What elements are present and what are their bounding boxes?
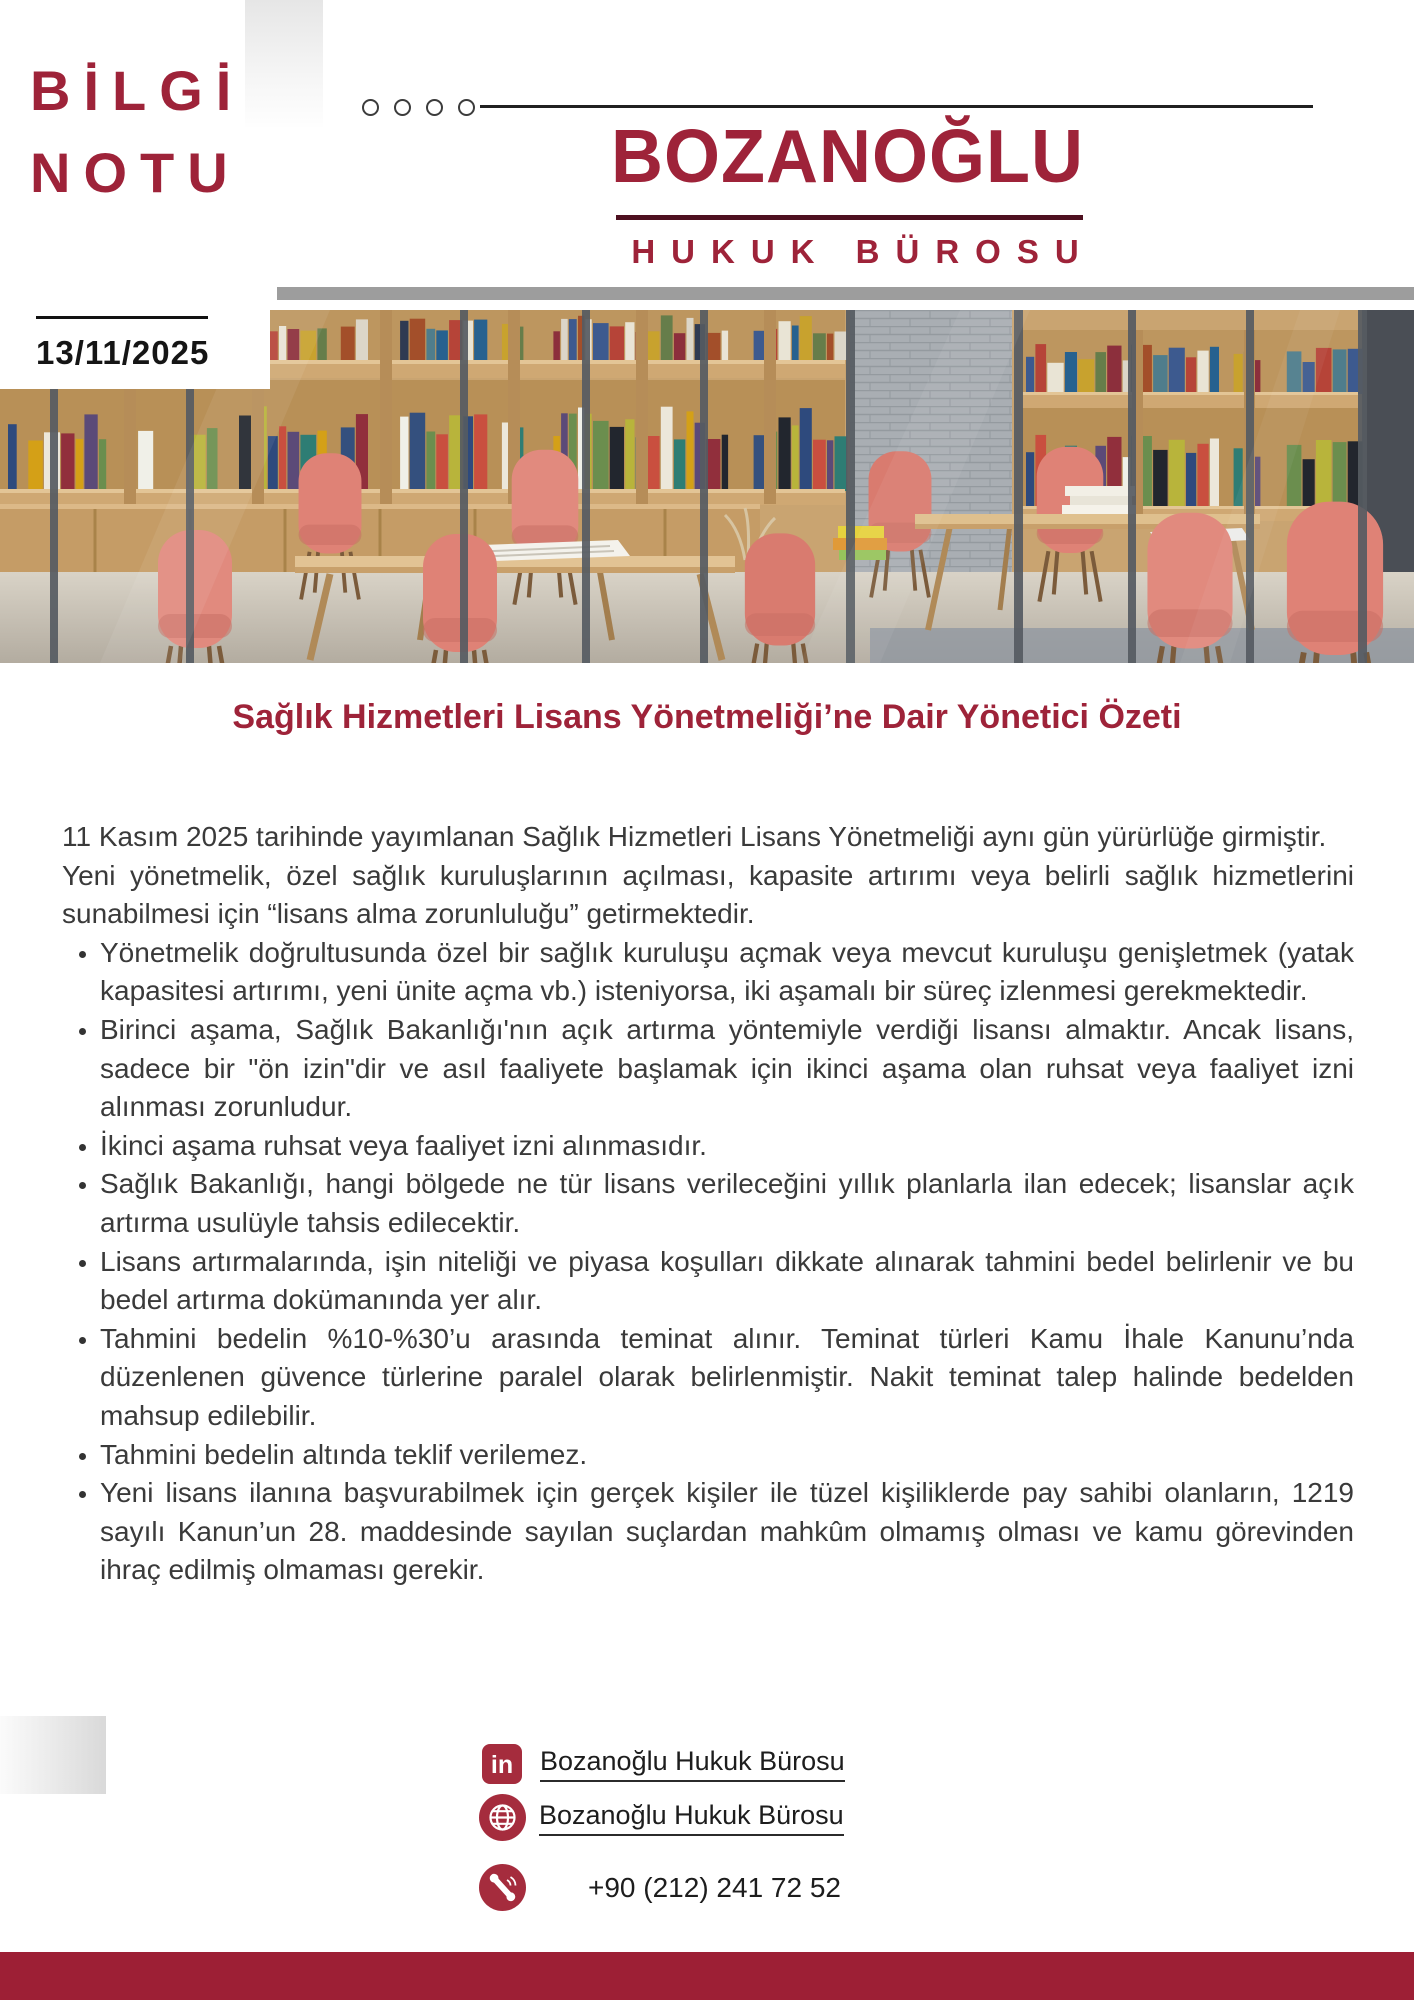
bullet-item: • Lisans artırmalarında, işin niteliği ve piyasa koşulları dikkate alınarak tahmini bedel belirlenir ve bu bedel artırma dokümanında yer alır. [100, 1243, 1354, 1320]
bullet-list [62, 934, 1354, 1590]
header-rule-line [480, 105, 1313, 108]
bullet-item: • Tahmini bedelin altında teklif verilemez. [100, 1436, 1354, 1475]
bulletin-kicker [30, 50, 244, 214]
decorative-circles [362, 99, 475, 116]
brand-subtitle: HUKUK BÜROSU [631, 233, 1095, 270]
bulletin-date: 13/11/2025 [36, 334, 210, 371]
bullet-item: • Yönetmelik doğrultusunda özel bir sağlık kuruluşu açmak veya mevcut kuruluşu genişletmek (yatak kapasitesi artırımı, yeni ünite açma vb.) isteniyorsa, iki aşamalı bir süreç izlenmesi gerekmektedir. [100, 934, 1354, 1011]
bullet-item: • Yeni lisans ilanına başvurabilmek için gerçek kişiler ile tüzel kişiliklerde pay sahibi olanların, 1219 sayılı Kanun’un 28. maddesinde sayılan suçlardan mahkûm olmamış olması ve kamu görevinden ihraç edilmiş olmaması gerekir. [100, 1474, 1354, 1590]
brand-logo-name: BOZANOĞLU [611, 115, 1084, 199]
phone-icon [479, 1864, 526, 1911]
linkedin-link-label[interactable]: Bozanoğlu Hukuk Bürosu [540, 1746, 845, 1782]
circle-dot [426, 99, 443, 116]
paragraph: 11 Kasım 2025 tarihinde yayımlanan Sağlık Hizmetleri Lisans Yönetmeliği aynı gün yürürlüğe girmiştir. [62, 821, 1327, 852]
header-gray-bar [277, 287, 1414, 300]
phone-number: +90 (212) 241 72 52 [588, 1871, 841, 1903]
bullet-item: • Sağlık Bakanlığı, hangi bölgede ne tür lisans verileceğini yıllık planlarla ilan edecek; lisanslar açık artırma usulüyle tahsis edilecektir. [100, 1165, 1354, 1242]
globe-icon [479, 1794, 526, 1841]
bottom-gradient-box [0, 1716, 106, 1794]
bullet-item: • Birinci aşama, Sağlık Bakanlığı'nın açık artırma yöntemiyle verdiği lisansı almaktır. Ancak lisans, sadece bir "ön izin"dir ve asıl faaliyete başlamak için ikinci aşama olan ruhsat veya faaliyet izni alınması zorunludur. [100, 1011, 1354, 1127]
top-gradient-bar [245, 0, 323, 127]
circle-dot [458, 99, 475, 116]
linkedin-icon: in [482, 1744, 522, 1784]
document-body [62, 818, 1354, 1590]
circle-dot [394, 99, 411, 116]
date-box [0, 310, 270, 389]
website-link-label[interactable]: Bozanoğlu Hukuk Bürosu [539, 1800, 844, 1836]
bullet-item: • Tahmini bedelin %10-%30’u arasında teminat alınır. Teminat türleri Kamu İhale Kanunu’nda düzenlenen güvence türlerine paralel olarak belirlenmiştir. Nakit teminat talep halinde bedelden mahsup edilebilir. [100, 1320, 1354, 1436]
kicker-line-1: BİLGİ [30, 59, 245, 122]
circle-dot [362, 99, 379, 116]
footer-phone-row [479, 1864, 841, 1911]
footer-linkedin-link[interactable] [482, 1744, 845, 1784]
date-rule-line [36, 316, 208, 319]
page-title: Sağlık Hizmetleri Lisans Yönetmeliği’ne Dair Yönetici Özeti [232, 698, 1182, 736]
kicker-line-2: NOTU [30, 141, 241, 204]
bottom-accent-bar [0, 1952, 1414, 2000]
footer-website-link[interactable] [479, 1794, 844, 1841]
paragraph: Yeni yönetmelik, özel sağlık kuruluşlarının açılması, kapasite artırımı veya belirli sağlık hizmetlerini sunabilmesi için “lisans alma zorunluluğu” getirmektedir. [62, 859, 1354, 930]
bullet-item: • İkinci aşama ruhsat veya faaliyet izni alınmasıdır. [100, 1127, 1354, 1166]
brand-underline [616, 215, 1083, 220]
